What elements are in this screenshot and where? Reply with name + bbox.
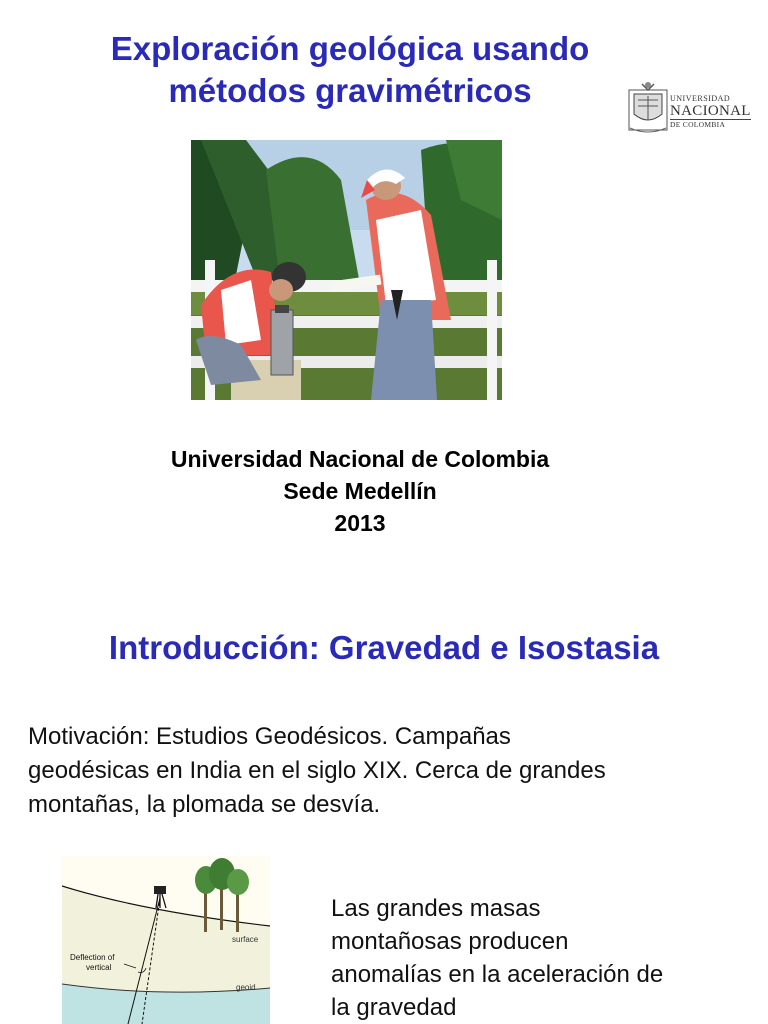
logo-text-line-1: UNIVERSIDAD (670, 94, 731, 103)
institution-campus: Sede Medellín (283, 478, 437, 504)
geoid-label: geoid (236, 983, 256, 992)
side-paragraph (331, 892, 751, 1024)
section-title: Introducción: Gravedad e Isostasia (108, 629, 660, 666)
university-logo (628, 80, 758, 136)
institution-block (0, 443, 720, 539)
logo-text-line-3: DE COLOMBIA (670, 119, 751, 129)
slide-title (40, 28, 660, 112)
motivation-line-1: Motivación: Estudios Geodésicos. Campañas (28, 723, 511, 750)
side-line-3: anomalías en la aceleración de (331, 961, 664, 988)
logo-text-line-2: NACIONAL (670, 103, 751, 119)
motivation-line-2: geodésicas en India en el siglo XIX. Cerca de grandes (28, 757, 606, 784)
field-survey-photo (191, 140, 502, 400)
slide-title-line-1: Exploración geológica usando (110, 30, 590, 67)
deflection-diagram (62, 856, 270, 1024)
side-line-1: Las grandes masas (331, 895, 541, 922)
side-line-4: la gravedad (331, 994, 457, 1021)
motivation-paragraph (28, 720, 748, 822)
side-line-2: montañosas producen (331, 928, 569, 955)
motivation-line-3: montañas, la plomada se desvía. (28, 791, 381, 818)
institution-name: Universidad Nacional de Colombia (170, 446, 550, 472)
deflection-label-line-2: vertical (86, 963, 112, 972)
surface-label: surface (232, 935, 259, 944)
slide-title-line-2: métodos gravimétricos (168, 72, 532, 109)
institution-year: 2013 (334, 510, 386, 536)
coat-of-arms-icon (628, 80, 668, 136)
deflection-label-line-1: Deflection of (70, 953, 115, 962)
